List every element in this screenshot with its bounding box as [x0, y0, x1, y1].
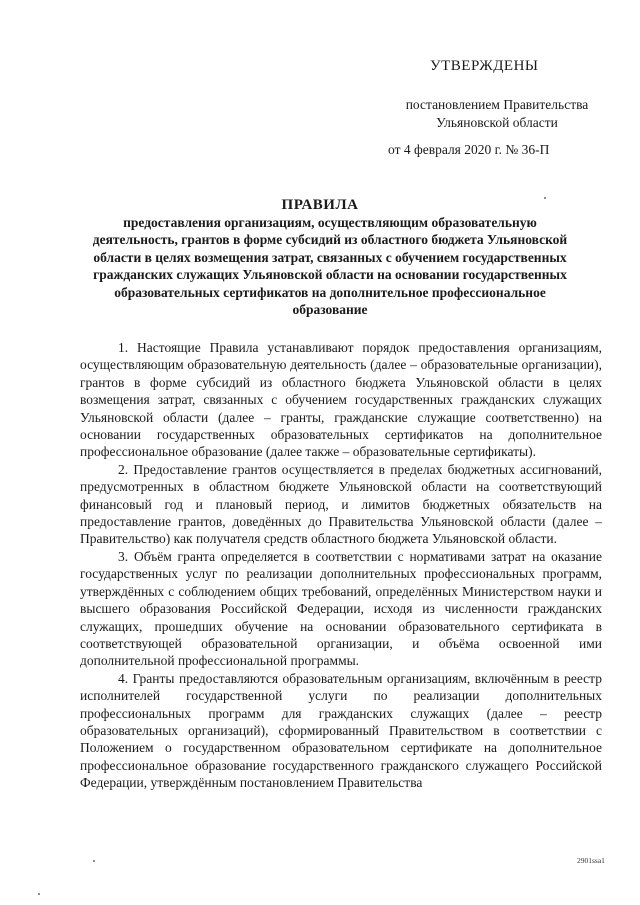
document-title: ПРАВИЛА — [281, 197, 359, 213]
document-subtitle: предоставления организациям, осуществляющим образовательную деятельность, грантов в форме субсидий из областного бюджета Ульяновской области в целях возмещения затрат, связанных с обучением государственных гражданских служащих Ульяновской области на основании государственных образовательных сертификатов на дополнительное профессиональное образование — [92, 215, 568, 318]
scan-speck — [544, 197, 546, 199]
document-body — [80, 339, 602, 792]
footer-code: 2901ssa1 — [577, 856, 605, 865]
scan-speck — [93, 860, 95, 862]
approval-date: от 4 февраля 2020 г. № 36-П — [388, 142, 550, 157]
scan-speck — [38, 893, 40, 895]
paragraph-3: 3. Объём гранта определяется в соответствии с нормативами затрат на оказание государственных услуг по реализации дополнительных профессиональных программ, утверждённых с соблюдением общих требований, определённых Министерством науки и высшего образования Российской Федерации, исходя из численности гражданских служащих, прошедших обучение на основании образовательного сертификата в соответствующей образовательной организации, и объёма освоенной ими дополнительной профессиональной программы. — [80, 548, 602, 669]
paragraph-2: 2. Предоставление грантов осуществляется в пределах бюджетных ассигнований, предусмотренных в областном бюджете Ульяновской области на соответствующий финансовый год и плановый период, и лимитов бюджетных обязательств на предоставление грантов, доведённых до Правительства Ульяновской области (далее – Правительство) как получателя средств областного бюджета Ульяновской области. — [80, 461, 602, 547]
approval-authority: постановлением Правительства Ульяновской области — [405, 97, 589, 130]
paragraph-4: 4. Гранты предоставляются образовательным организациям, включённым в реестр исполнителей государственной услуги по реализации дополнительных профессиональных программ для гражданских служащих (далее – реестр образовательных организаций), сформированный Правительством в соответствии с Положением о государственном образовательном сертификате на дополнительное профессиональное образование государственного гражданского служащего Российской Федерации, утверждённым постановлением Правительства — [80, 670, 602, 791]
paragraph-1: 1. Настоящие Правила устанавливают порядок предоставления организациям, осуществляющим образовательную деятельность (далее – образовательные организации), грантов в форме субсидий из областного бюджета Ульяновской области в целях возмещения затрат, связанных с обучением государственных гражданских служащих Ульяновской области (далее – гранты, гражданские служащие соответственно) на основании государственных образовательных сертификатов на дополнительное профессиональное образование (далее также – образовательные сертификаты). — [80, 340, 602, 460]
approval-heading: УТВЕРЖДЕНЫ — [430, 58, 539, 74]
